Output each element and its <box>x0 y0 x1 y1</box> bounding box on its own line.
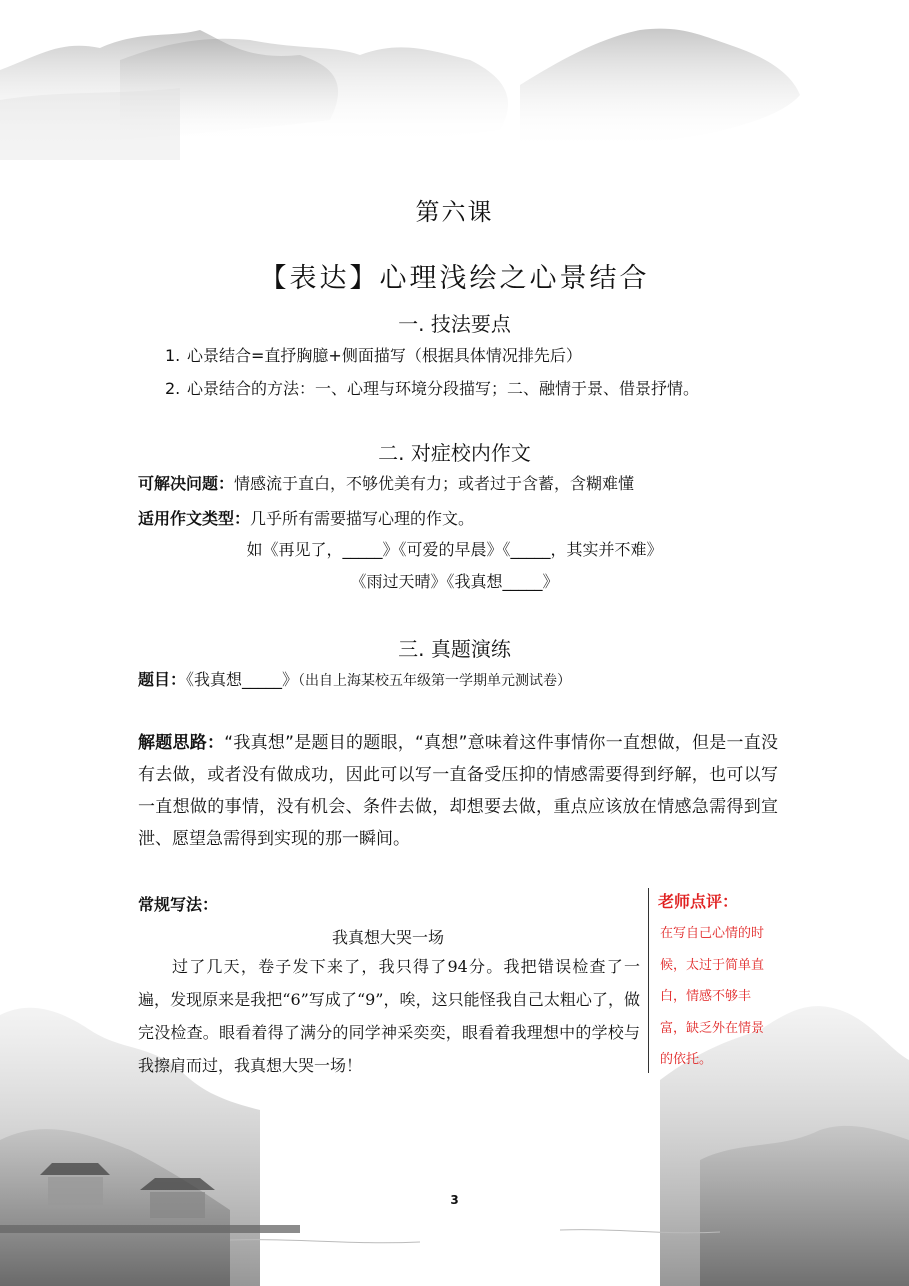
essay-body: 过了几天，卷子发下来了，我只得了94分。我把错误检查了一遍，发现原来是我把“6”写成了“9”，唉，这只能怪我自己太粗心了，做完没检查。眼看着得了满分的同学神采奕奕，眼看着我理想中的学校与我擦肩而过，我真想大哭一场！ <box>138 957 640 1075</box>
section-heading-techniques: 一. 技法要点 <box>398 312 511 336</box>
approach-label: 解题思路： <box>138 733 225 753</box>
essay-title: 我真想大哭一场 <box>331 928 444 947</box>
lesson-number: 第六课 <box>415 198 494 226</box>
approach-text: “我真想”是题目的题眼，“真想”意味着这件事情你一直想做，但是一直没有去做，或者没有做成功，因此可以写一直备受压抑的情感需要得到纾解，也可以写一直想做的事情，没有机会、条件去做，却想要去做，重点应该放在情感急需得到宣泄、愿望急需得到实现的那一瞬间。 <box>138 733 779 849</box>
topic-label: 题目： <box>138 670 187 689</box>
technique-item-2 <box>165 376 699 399</box>
item-number: 2. <box>165 379 181 398</box>
teacher-comment-heading: 老师点评： <box>658 892 739 911</box>
comment-divider <box>648 888 649 1073</box>
page-number: 3 <box>450 1193 459 1207</box>
topic-source: （出自上海某校五年级第一学期单元测试卷） <box>298 673 572 689</box>
item-text: 心景结合=直抒胸臆+侧面描写（根据具体情况排先后） <box>187 346 582 365</box>
section-heading-practice: 三. 真题演练 <box>398 637 511 661</box>
normal-method-label: 常规写法： <box>138 895 219 914</box>
problem-text: 情感流于直白，不够优美有力；或者过于含蓄，含糊难懂 <box>234 474 635 493</box>
essay-type-label: 适用作文类型： <box>138 509 251 528</box>
topic-row <box>138 667 571 690</box>
teacher-comment-text: 在写自己心情的时候，太过于简单直白，情感不够丰富，缺乏外在情景的依托。 <box>660 926 765 1067</box>
problem-label: 可解决问题： <box>138 474 235 493</box>
problem-row <box>138 471 634 494</box>
section-heading-school-essays: 二. 对症校内作文 <box>378 441 531 465</box>
approach-paragraph <box>138 727 778 855</box>
topic-title: 《我真想_____》 <box>186 670 299 689</box>
item-number: 1. <box>165 346 181 365</box>
lesson-title: 【表达】心理浅绘之心景结合 <box>259 263 650 294</box>
examples-line-2: 《雨过天晴》《我真想_____》 <box>350 572 559 591</box>
item-text: 心景结合的方法：一、心理与环境分段描写；二、融情于景、借景抒情。 <box>187 379 700 398</box>
examples-line-1: 如《再见了，_____》《可爱的早晨》《_____，其实并不难》 <box>246 540 663 559</box>
essay-type-row <box>138 506 474 529</box>
essay-type-text: 几乎所有需要描写心理的作文。 <box>250 509 475 528</box>
technique-item-1 <box>165 343 582 366</box>
